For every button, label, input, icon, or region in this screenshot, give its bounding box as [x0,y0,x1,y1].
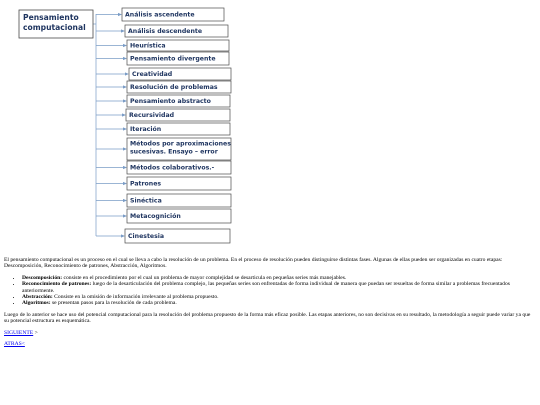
stage-term: Descomposición: [22,274,63,281]
arrowhead [121,234,125,237]
stage-item [22,300,534,306]
back-nav [4,341,534,347]
concept-node [127,52,229,65]
concept-label: Sinéctica [130,197,162,205]
arrowhead [123,44,127,47]
concept-node [127,161,231,174]
concept-label: Patrones [130,180,162,188]
arrowhead [123,57,127,60]
arrowhead [123,85,127,88]
concept-node [125,229,230,243]
concept-label: Iteración [130,126,162,134]
concept-node [129,68,231,80]
arrowhead [123,214,127,217]
concept-node [125,25,228,37]
arrowhead [123,199,127,202]
concept-node [127,209,231,223]
concept-label: Heurística [130,42,166,50]
arrowhead [123,127,127,130]
intro-paragraph: El pensamiento computacional es un proceso en el cual se lleva a cabo la resolución de un problema. En el proceso de resolución pueden distinguirse distintas fases. Algunas de ellas pueden ser organizadas en cuatro etapas: Descomposición, Reconocimiento de patrones, Abstracción, Algoritmos. [4,257,503,270]
concept-node [127,40,229,51]
arrowhead [121,29,125,32]
stage-text: consiste en el procedimiento por el cual un problema de mayor complejidad se desarticula en pequeñas series más manejables. [62,274,347,281]
concept-node [127,123,230,135]
arrowhead [123,147,127,150]
concept-node [127,177,231,190]
stage-text: luego de la desarticulación del problema complejo, las pequeñas series son enfrentadas de forma individual de manera que puedan ser resueltas de forma similar a problemas frecuentados anteriormente. [22,281,510,294]
concept-label: Cinestesia [128,233,165,241]
root-label-line-1: Pensamiento [23,13,79,22]
concept-label: Resolución de problemas [130,84,218,92]
concept-node [127,81,231,93]
concept-label: Análisis descendente [128,28,203,36]
concept-node [127,194,231,207]
stage-item [22,281,534,294]
concept-label: Pensamiento divergente [130,55,216,63]
stage-text: Consiste en la omisión de información irrelevante al problema propuesto. [52,294,219,301]
arrowhead [123,182,127,185]
arrowhead [122,113,126,116]
stage-term: Abstracción: [22,294,53,301]
concept-node [122,8,224,21]
concept-label: Métodos por aproximaciones [130,140,231,148]
concept-node [126,109,230,121]
back-link[interactable]: ATRAS< [4,341,25,348]
concept-node [127,95,230,107]
concept-label: Metacognición [130,213,181,221]
article-body [4,257,534,352]
arrowhead [123,166,127,169]
concept-label: Métodos colaborativos.- [130,164,215,172]
next-nav [4,330,534,336]
stage-term: Reconocimiento de patrones: [22,281,92,288]
stage-term: Algoritmos: [22,300,51,307]
conclusion-paragraph: Luego de lo anterior se hace uso del potencial computacional para la resolución del problema propuesto de la forma más eficaz posible. Las etapas anteriores, no son decisivas en su resultado, la metodología a seguir puede variar ya que su potencial estructura es esquemática. [4,311,531,325]
root-label-line-2: computacional [23,23,86,32]
diagram-nodes [122,8,231,243]
arrowhead [118,13,122,16]
stages-list [4,275,534,307]
arrowhead [123,99,127,102]
arrowhead [125,72,129,75]
concept-label: Análisis ascendente [125,11,195,19]
concept-label: sucesivas. Ensayo – error [130,148,218,156]
concept-label: Creatividad [132,71,173,79]
next-link[interactable]: SIGUIENTE [4,329,34,336]
root-node [19,10,93,38]
diagram-connectors [93,13,129,238]
concept-label: Recursividad [129,112,175,120]
concept-node [127,138,231,160]
next-suffix: > [33,329,38,336]
stage-text: se presentan pasos para la resolución de cada problema. [50,300,177,307]
concept-label: Pensamiento abstracto [130,98,211,106]
